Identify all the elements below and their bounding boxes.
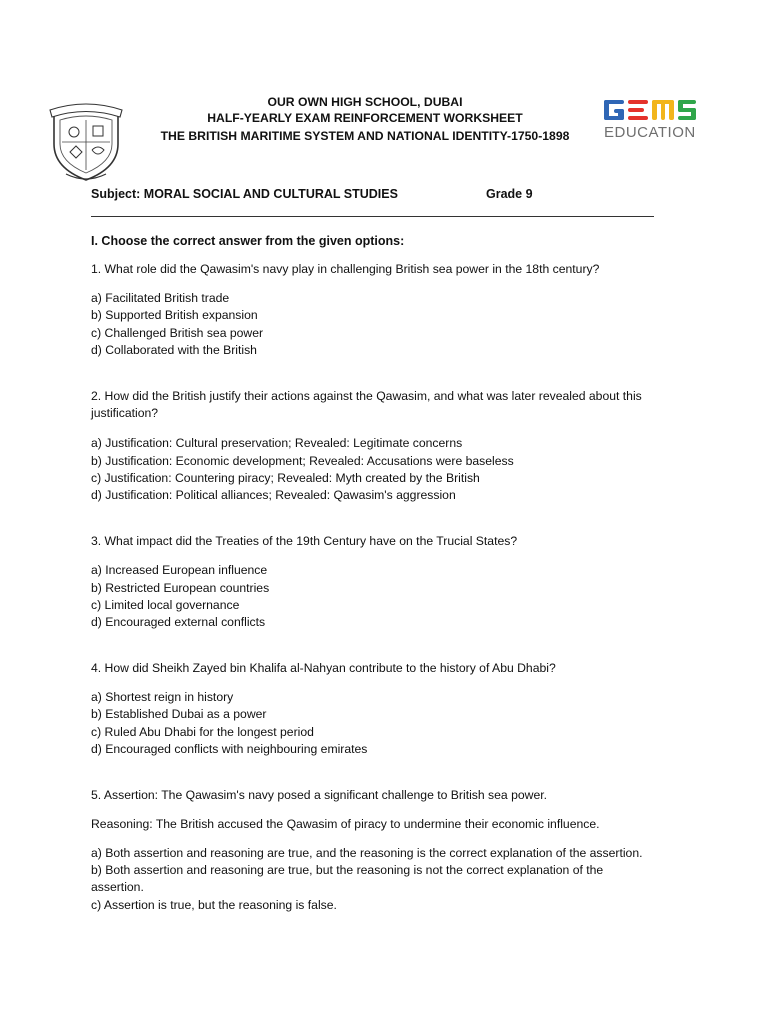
gems-wordmark-icon [602,96,698,124]
q4-option-c: c) Ruled Abu Dhabi for the longest period [91,725,314,739]
q5-option-c: c) Assertion is true, but the reasoning is false. [91,898,337,912]
q4-option-a: a) Shortest reign in history [91,690,234,704]
q5-option-b: b) Both assertion and reasoning are true, but the reasoning is not the correct explanation of the [91,863,604,877]
q4-option-d: d) Encouraged conflicts with neighbouring emirates [91,742,368,756]
worksheet-topic: THE BRITISH MARITIME SYSTEM AND NATIONAL IDENTITY-1750-1898 [160,129,570,143]
section-title: I. Choose the correct answer from the given options: [91,234,405,248]
q5-option-a: a) Both assertion and reasoning are true, and the reasoning is the correct explanation of the assertion. [91,846,643,860]
school-crest-icon [44,100,128,184]
worksheet-title: HALF-YEARLY EXAM REINFORCEMENT WORKSHEET [207,111,523,125]
q3-option-d: d) Encouraged external conflicts [91,615,266,629]
divider-line [91,216,654,217]
q1-option-c: c) Challenged British sea power [91,326,264,340]
q4-option-b: b) Established Dubai as a power [91,707,267,721]
subject-label: Subject: MORAL SOCIAL AND CULTURAL STUDIES [91,187,398,201]
q2-option-b: b) Justification: Economic development; Revealed: Accusations were baseless [91,454,514,468]
q1-option-a: a) Facilitated British trade [91,291,230,305]
q3-option-a: a) Increased European influence [91,563,268,577]
q2-option-c: c) Justification: Countering piracy; Revealed: Myth created by the British [91,471,480,485]
question-5-reasoning: Reasoning: The British accused the Qawasim of piracy to undermine their economic influence. [91,817,600,831]
question-1: 1. What role did the Qawasim's navy play in challenging British sea power in the 18th century? [91,262,600,276]
school-name: OUR OWN HIGH SCHOOL, DUBAI [267,95,463,109]
q1-option-b: b) Supported British expansion [91,308,258,322]
question-2: 2. How did the British justify their actions against the Qawasim, and what was later revealed about this [91,389,642,403]
q3-option-b: b) Restricted European countries [91,581,270,595]
q2-option-d: d) Justification: Political alliances; Revealed: Qawasim's aggression [91,488,456,502]
question-2-cont: justification? [91,406,159,420]
question-4: 4. How did Sheikh Zayed bin Khalifa al-Nahyan contribute to the history of Abu Dhabi? [91,661,556,675]
q2-option-a: a) Justification: Cultural preservation; Revealed: Legitimate concerns [91,436,463,450]
gems-education-logo [602,96,698,146]
q3-option-c: c) Limited local governance [91,598,240,612]
grade-label: Grade 9 [486,187,533,201]
q5-option-b-cont: assertion. [91,880,144,894]
question-3: 3. What impact did the Treaties of the 19th Century have on the Trucial States? [91,534,518,548]
q1-option-d: d) Collaborated with the British [91,343,257,357]
question-5-assertion: 5. Assertion: The Qawasim's navy posed a significant challenge to British sea power. [91,788,547,802]
gems-education-text: EDUCATION [604,124,696,141]
